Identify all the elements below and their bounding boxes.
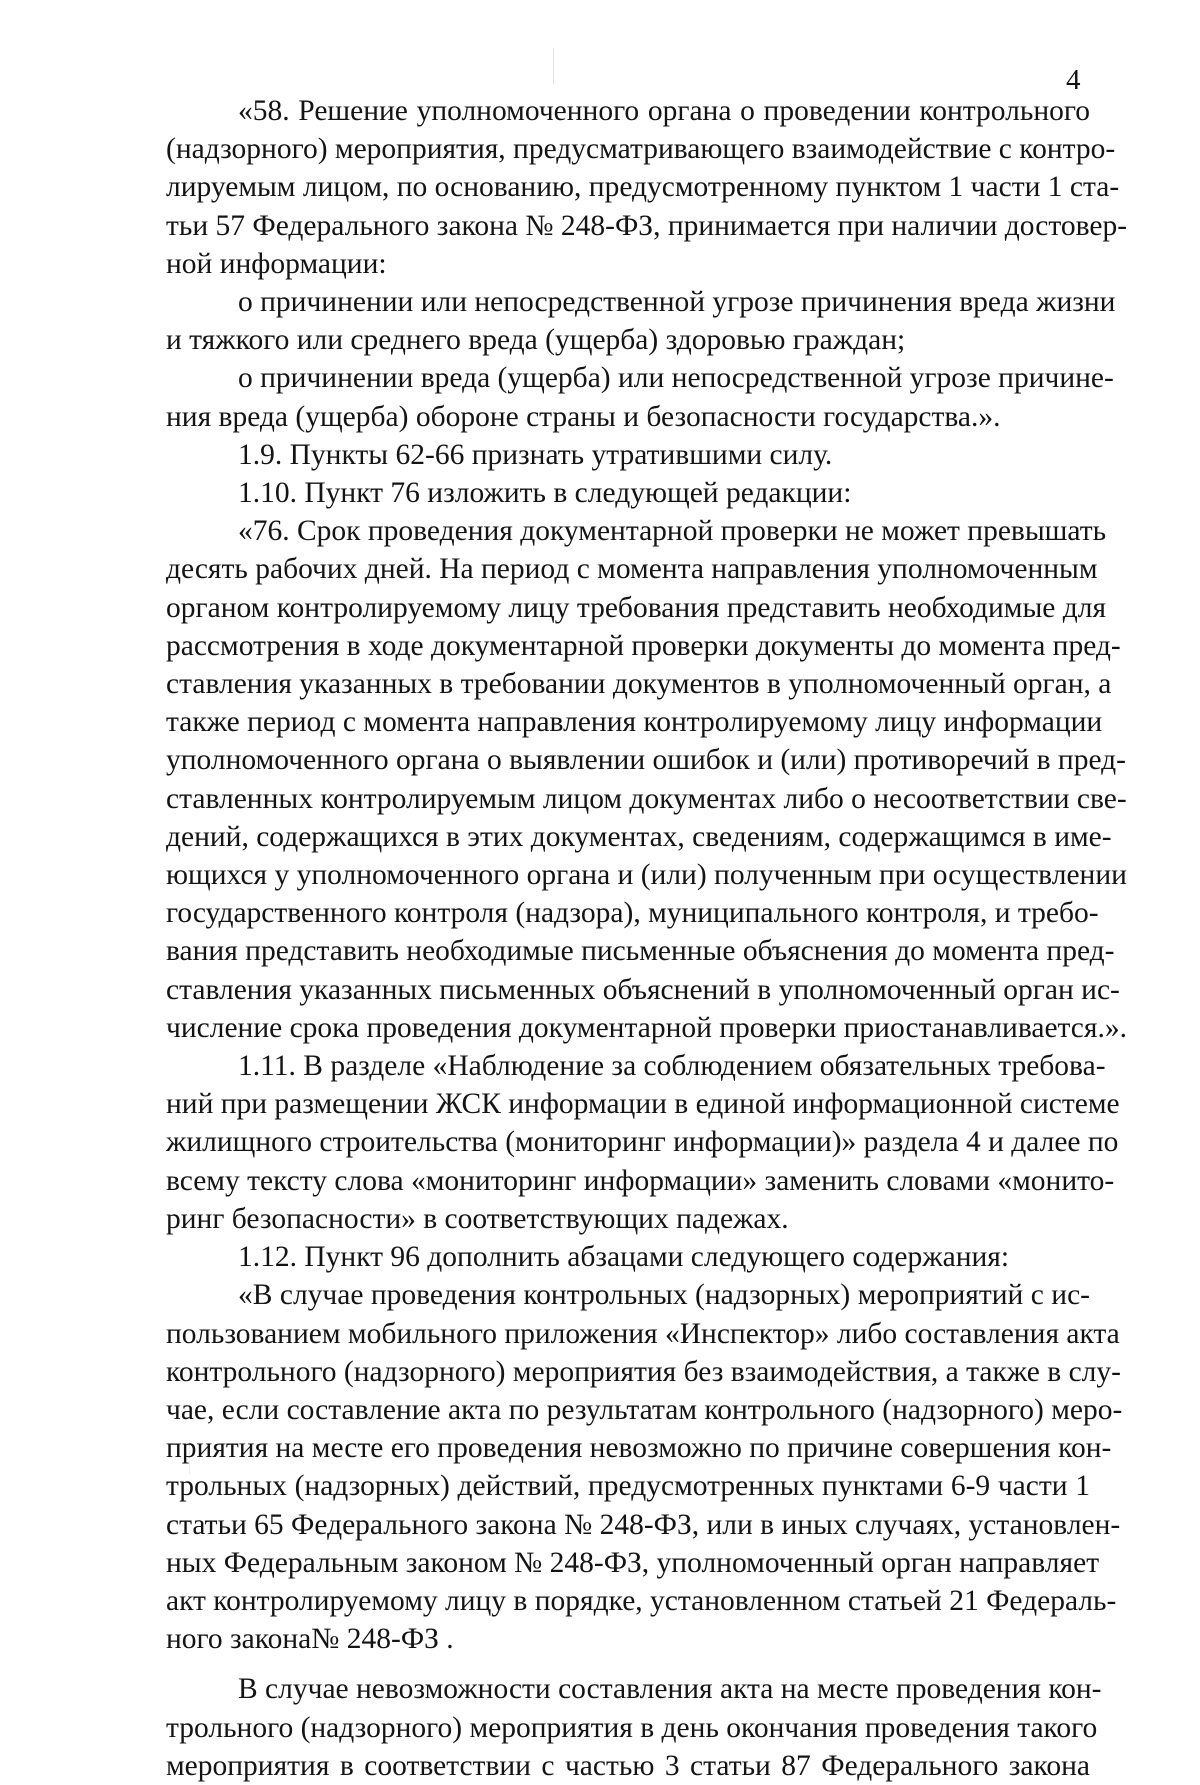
text-line: жилищного строительства (мониторинг информации)» раздела 4 и далее по: [166, 1126, 1119, 1159]
text-line: тьи 57 Федерального закона № 248-ФЗ, принимается при наличии достовер-: [166, 209, 1128, 242]
text-line: десять рабочих дней. На период с момента направления уполномоченным: [166, 553, 1098, 586]
text-line: трольного (надзорного) мероприятия в день окончания проведения такого: [166, 1711, 1098, 1744]
text-line: ставления указанных в требовании документов в уполномоченный орган, а: [166, 668, 1112, 701]
text-line: уполномоченного органа о выявлении ошибок и (или) противоречий в пред-: [166, 744, 1127, 777]
paragraph: [166, 92, 1128, 283]
text-line: дений, содержащихся в этих документах, сведениям, содержащимся в име-: [166, 820, 1112, 853]
text-line: чае, если составление акта по результатам контрольного (надзорного) меро-: [166, 1393, 1123, 1426]
text-line: числение срока проведения документарной проверки приостанавливается.».: [166, 1011, 1127, 1044]
text-line: ринг безопасности» в соответствующих падежах.: [166, 1202, 789, 1235]
text-line: акт контролируемому лицу в порядке, установленном статьей 21 Федераль-: [166, 1584, 1117, 1617]
scan-artifact: [553, 48, 554, 84]
text-line: 1.12. Пункт 96 дополнить абзацами следующего содержания:: [238, 1241, 1010, 1274]
text-line: мероприятия в соответствии с частью 3 статьи 87 Федерального закона: [166, 1749, 1090, 1782]
text-line: «В случае проведения контрольных (надзорных) мероприятий с ис-: [238, 1279, 1090, 1312]
paragraph: [166, 1670, 1102, 1785]
text-line: вания представить необходимые письменные объяснения до момента пред-: [166, 935, 1115, 968]
text-line: ставленных контролируемым лицом документах либо о несоответствии све-: [166, 782, 1127, 815]
text-line: ной информации:: [166, 247, 387, 280]
text-line: о причинении или непосредственной угрозе причинения вреда жизни: [238, 286, 1116, 319]
text-line: органом контролируемому лицу требования представить необходимые для: [166, 591, 1107, 624]
text-line: пользованием мобильного приложения «Инспектор» либо составления акта: [166, 1317, 1120, 1350]
text-line: лируемым лицом, по основанию, предусмотренному пунктом 1 части 1 ста-: [166, 171, 1120, 204]
text-line: трольных (надзорных) действий, предусмотренных пунктами 6-9 части 1: [166, 1470, 1090, 1503]
text-line: ных Федеральным законом № 248-ФЗ, уполномоченный орган направляет: [166, 1546, 1100, 1579]
paragraph: [166, 1238, 1090, 1276]
text-line: ного закона№ 248-ФЗ .: [166, 1623, 454, 1656]
document-body: [166, 92, 1128, 1785]
text-line: о причинении вреда (ущерба) или непосредственной угрозе причине-: [238, 362, 1114, 395]
text-line: «58. Решение уполномоченного органа о проведении контрольного: [238, 95, 1090, 127]
paragraph-gap: [166, 1658, 1090, 1670]
text-line: государственного контроля (надзора), муниципального контроля, и требо-: [166, 897, 1099, 930]
paragraph: [166, 359, 1114, 435]
text-line: В случае невозможности составления акта на месте проведения кон-: [238, 1673, 1102, 1706]
paragraph: [166, 512, 1127, 1047]
text-line: ний при размещении ЖСК информации в единой информационной системе: [166, 1088, 1120, 1121]
text-line: также период с момента направления контролируемому лицу информации: [166, 706, 1103, 739]
text-line: 1.9. Пункты 62-66 признать утратившими силу.: [238, 438, 833, 471]
page-number: 4: [1066, 64, 1081, 96]
text-line: рассмотрения в ходе документарной проверки документы до момента пред-: [166, 629, 1121, 662]
text-line: «76. Срок проведения документарной проверки не может превышать: [238, 515, 1107, 548]
text-line: 1.10. Пункт 76 изложить в следующей редакции:: [238, 477, 852, 510]
text-line: приятия на месте его проведения невозможно по причине совершения кон-: [166, 1432, 1112, 1465]
text-line: ния вреда (ущерба) обороне страны и безопасности государства.».: [166, 400, 1001, 433]
paragraph: [166, 283, 1116, 359]
text-line: ставления указанных письменных объяснений в уполномоченный орган ис-: [166, 973, 1120, 1006]
text-line: контрольного (надзорного) мероприятия без взаимодействия, а также в слу-: [166, 1355, 1121, 1388]
text-line: статьи 65 Федерального закона № 248-ФЗ, или в иных случаях, установлен-: [166, 1508, 1121, 1541]
paragraph: [166, 474, 1090, 512]
text-line: 1.11. В разделе «Наблюдение за соблюдением обязательных требова-: [238, 1050, 1106, 1083]
paragraph: [166, 1276, 1123, 1658]
paragraph: [166, 1047, 1120, 1238]
text-line: (надзорного) мероприятия, предусматривающего взаимодействие с контро-: [166, 133, 1116, 166]
paragraph: [166, 436, 1090, 474]
text-line: всему тексту слова «мониторинг информации» заменить словами «монито-: [166, 1164, 1115, 1197]
text-line: ющихся у уполномоченного органа и (или) полученным при осуществлении: [166, 859, 1127, 892]
text-line: и тяжкого или среднего вреда (ущерба) здоровью граждан;: [166, 324, 906, 357]
